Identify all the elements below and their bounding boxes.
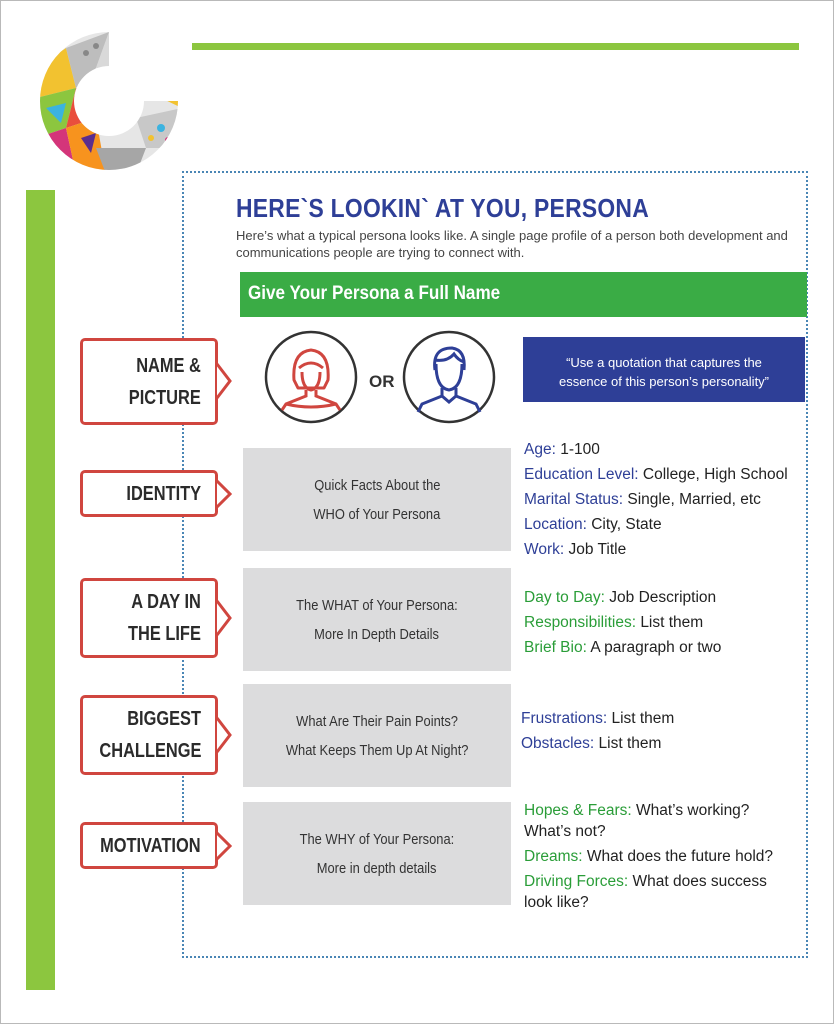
fact-value: City, State: [591, 516, 662, 533]
female-avatar-icon: [264, 330, 358, 424]
label-text: IDENTITY: [126, 482, 201, 505]
fact-row: [524, 871, 796, 913]
label-text: PICTURE: [129, 386, 201, 409]
challenge-facts: [521, 706, 674, 756]
motivation-summary-box: [243, 802, 511, 905]
male-avatar-icon: [402, 330, 496, 424]
fact-key: Education Level:: [524, 466, 639, 483]
summary-line: More in depth details: [317, 859, 437, 877]
fact-row: [524, 846, 796, 867]
fact-row: [524, 437, 788, 462]
fact-key: Obstacles:: [521, 735, 595, 752]
fact-row: [524, 800, 796, 842]
fact-key: Day to Day:: [524, 589, 605, 606]
quote-box: “Use a quotation that captures the essence of this person’s personality”: [523, 337, 805, 402]
fact-value: 1-100: [560, 441, 600, 458]
fact-value: Single, Married, etc: [627, 491, 761, 508]
summary-line: More In Depth Details: [314, 625, 440, 643]
fact-key: Dreams:: [524, 848, 583, 865]
logo-ring-icon: [36, 28, 182, 174]
summary-line: What Are Their Pain Points?: [296, 712, 458, 730]
fact-key: Marital Status:: [524, 491, 624, 508]
label-text: BIGGEST: [127, 708, 201, 730]
identity-facts: [524, 437, 788, 562]
full-name-label: Give Your Persona a Full Name: [248, 283, 501, 304]
fact-key: Hopes & Fears:: [524, 802, 632, 819]
fact-row: [524, 487, 788, 512]
fact-key: Work:: [524, 541, 565, 558]
fact-row: [524, 537, 788, 562]
arrow-icon: [216, 716, 232, 754]
summary-line: The WHY of Your Persona:: [299, 830, 455, 848]
day-facts: [524, 585, 721, 660]
label-text: THE LIFE: [128, 623, 201, 645]
fact-key: Location:: [524, 516, 587, 533]
or-text: OR: [369, 372, 395, 391]
label-text: NAME &: [136, 354, 201, 377]
summary-line: What Keeps Them Up At Night?: [285, 741, 469, 759]
motivation-facts: [524, 800, 796, 917]
left-green-bar: [26, 190, 55, 990]
page-subtitle: Here’s what a typical persona looks like. A single page profile of a person both development and communications people are trying to connect with.: [236, 228, 788, 260]
fact-key: Driving Forces:: [524, 873, 629, 890]
fact-row: [524, 512, 788, 537]
summary-line: Quick Facts About the: [313, 476, 441, 494]
fact-key: Brief Bio:: [524, 639, 587, 656]
fact-value: A paragraph or two: [590, 639, 722, 656]
challenge-summary-box: [243, 684, 511, 787]
summary-line: WHO of Your Persona: [313, 505, 441, 523]
fact-value: What does success look like?: [524, 873, 767, 911]
top-green-rule: [192, 43, 799, 50]
fact-key: Age:: [524, 441, 556, 458]
full-name-band: [240, 272, 807, 317]
summary-line: The WHAT of Your Persona:: [296, 596, 458, 614]
fact-row: [524, 462, 788, 487]
label-text: CHALLENGE: [98, 740, 201, 762]
label-biggest-challenge: [80, 695, 218, 775]
arrow-icon: [216, 831, 232, 861]
page-title: HERE`S LOOKIN` AT YOU, PERSONA: [236, 193, 650, 223]
label-motivation: [80, 822, 218, 869]
arrow-icon: [216, 599, 232, 637]
fact-key: Responsibilities:: [524, 614, 636, 631]
fact-value: List them: [611, 710, 675, 727]
arrow-icon: [216, 362, 232, 400]
label-name-picture: [80, 338, 218, 425]
fact-value: What’s working? What’s not?: [524, 802, 750, 840]
fact-value: Job Description: [609, 589, 717, 606]
label-identity: [80, 470, 218, 517]
identity-summary-box: [243, 448, 511, 551]
day-summary-box: [243, 568, 511, 671]
label-text: A DAY IN: [131, 591, 201, 613]
fact-row: [524, 610, 721, 635]
fact-value: Job Title: [568, 541, 627, 558]
fact-value: What does the future hold?: [586, 848, 774, 865]
label-day-in-life: [80, 578, 218, 658]
fact-value: College, High School: [642, 466, 788, 483]
fact-value: List them: [598, 735, 662, 752]
arrow-icon: [216, 479, 232, 509]
fact-row: [521, 706, 674, 731]
fact-row: [521, 731, 674, 756]
fact-row: [524, 585, 721, 610]
label-text: MOTIVATION: [100, 834, 201, 857]
fact-key: Frustrations:: [521, 710, 608, 727]
fact-value: List them: [640, 614, 704, 631]
fact-row: [524, 635, 721, 660]
